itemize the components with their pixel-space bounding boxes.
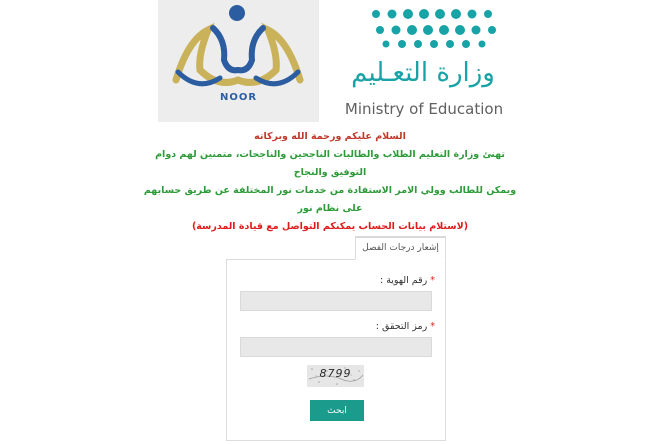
info-text: ويمكن للطالب وولي الامر الاستفادة من خدمات نور المختلفة عن طريق حسابهم على نظام نور xyxy=(143,185,517,214)
noor-logo-icon xyxy=(158,0,319,122)
noor-logo xyxy=(158,0,319,122)
account-note-text: (لاستلام بيانات الحساب يمكنكم التواصل مع قيادة المدرسة) xyxy=(191,221,469,232)
greeting-text: السلام عليكم ورحمة الله وبركاته xyxy=(254,131,406,142)
search-button[interactable]: ابحث xyxy=(310,400,364,421)
captcha-label-text: رمز التحقق : xyxy=(375,321,428,332)
id-number-input[interactable] xyxy=(240,291,432,311)
id-label xyxy=(380,275,435,286)
congrats-text: تهنئ وزارة التعليم الطلاب والطالبات الناجحين والناجحات، متمنين لهم دوام التوفيق والنجاح xyxy=(155,149,505,178)
ministry-dots-icon xyxy=(368,6,508,50)
grade-form-panel xyxy=(226,259,446,441)
captcha-input[interactable] xyxy=(240,337,432,357)
captcha-label xyxy=(376,321,435,332)
captcha-code: 8799 xyxy=(319,367,352,380)
ministry-english-name: Ministry of Education xyxy=(344,100,504,118)
captcha-image xyxy=(307,365,364,387)
noor-logo-text: NOOR xyxy=(219,92,258,103)
ministry-logo xyxy=(330,0,510,122)
announcement xyxy=(140,128,520,236)
required-mark: * xyxy=(430,275,435,286)
tab-grade-notice[interactable]: إشعار درجات الفصل xyxy=(355,236,446,260)
header xyxy=(0,0,648,127)
required-mark: * xyxy=(430,321,435,332)
id-label-text: رقم الهوية : xyxy=(379,275,428,286)
ministry-arabic-name: وزارة التعـليم xyxy=(351,58,495,88)
